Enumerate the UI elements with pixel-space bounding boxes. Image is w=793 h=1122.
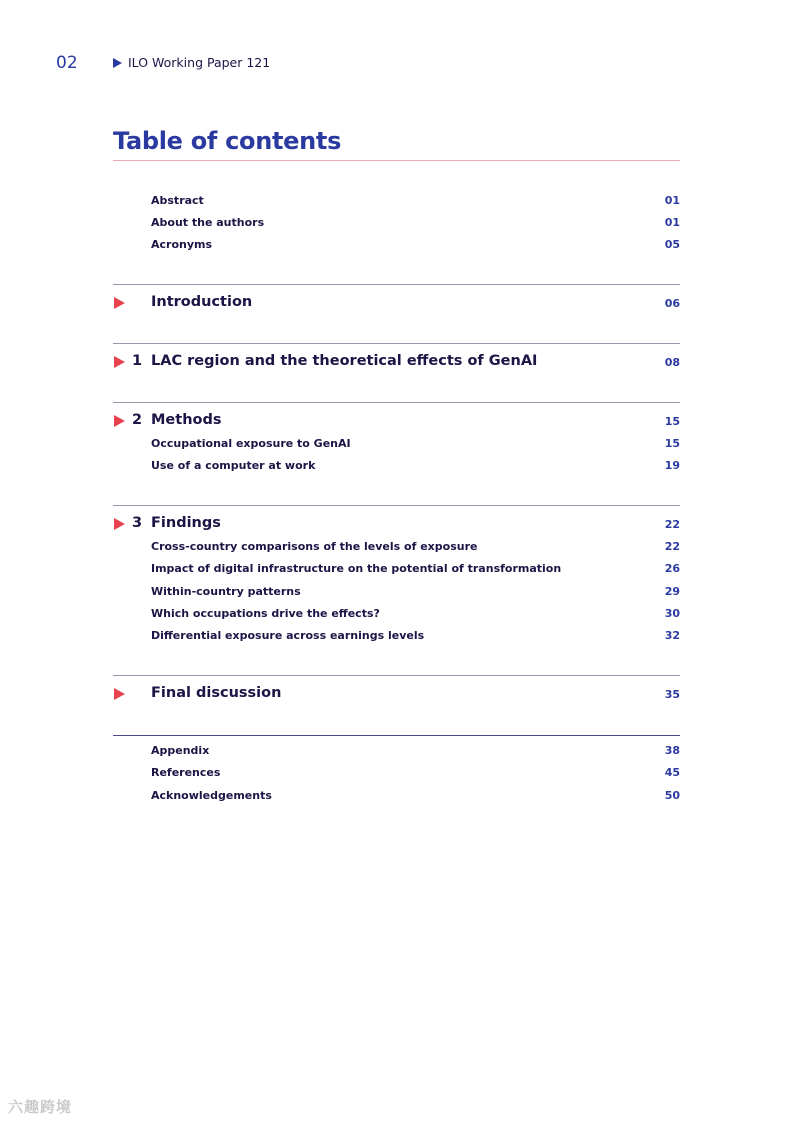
toc-entry-page: 50 bbox=[664, 789, 680, 802]
toc-title: Table of contents bbox=[113, 127, 342, 155]
toc-entry-references[interactable] bbox=[113, 766, 680, 786]
toc-entry-label: Within-country patterns bbox=[151, 585, 301, 598]
toc-entry-label: Acknowledgements bbox=[151, 789, 272, 802]
page-number: 02 bbox=[56, 53, 78, 73]
toc-entry-page: 06 bbox=[664, 297, 680, 310]
toc-entry-label: Impact of digital infrastructure on the potential of transformation bbox=[151, 562, 562, 575]
title-divider bbox=[113, 160, 680, 161]
toc-entry-page: 19 bbox=[664, 459, 680, 472]
section-divider bbox=[113, 675, 680, 676]
toc-entry-label: Methods bbox=[151, 412, 222, 428]
toc-entry-page: 01 bbox=[664, 216, 680, 229]
toc-entry-page: 38 bbox=[664, 744, 680, 757]
toc-entry-digital-infrastructure[interactable] bbox=[113, 562, 680, 582]
toc-entry-page: 15 bbox=[664, 437, 680, 450]
section-divider bbox=[113, 402, 680, 403]
toc-entry-label: LAC region and the theoretical effects of GenAI bbox=[151, 353, 538, 369]
triangle-right-icon bbox=[114, 518, 125, 530]
toc-entry-page: 32 bbox=[664, 629, 680, 642]
toc-entry-label: Occupational exposure to GenAI bbox=[151, 437, 351, 450]
document-header bbox=[113, 55, 270, 70]
section-number: 3 bbox=[132, 515, 143, 531]
triangle-right-icon bbox=[114, 415, 125, 427]
toc-entry-page: 26 bbox=[664, 562, 680, 575]
toc-entry-label: Use of a computer at work bbox=[151, 459, 316, 472]
toc-entry-final-discussion[interactable] bbox=[113, 685, 680, 708]
toc-entry-within-country[interactable] bbox=[113, 585, 680, 605]
toc-entry-computer-use[interactable] bbox=[113, 459, 680, 479]
toc-entry-page: 01 bbox=[664, 194, 680, 207]
toc-entry-page: 05 bbox=[664, 238, 680, 251]
toc-entry-label: Cross-country comparisons of the levels of exposure bbox=[151, 540, 478, 553]
toc-entry-label: About the authors bbox=[151, 216, 265, 229]
toc-entry-label: Appendix bbox=[151, 744, 210, 757]
section-divider bbox=[113, 735, 680, 736]
toc-entry-section-2[interactable] bbox=[113, 412, 680, 435]
toc-entry-label: Which occupations drive the effects? bbox=[151, 607, 380, 620]
toc-entry-page: 45 bbox=[664, 766, 680, 779]
toc-entry-page: 08 bbox=[664, 356, 680, 369]
toc-entry-label: References bbox=[151, 766, 221, 779]
toc-entry-label: Acronyms bbox=[151, 238, 213, 251]
toc-entry-occupations[interactable] bbox=[113, 607, 680, 627]
section-number: 1 bbox=[132, 353, 143, 369]
document-title: ILO Working Paper 121 bbox=[128, 55, 271, 70]
toc-entry-page: 22 bbox=[664, 540, 680, 553]
toc-entry-section-1[interactable] bbox=[113, 353, 680, 376]
toc-entry-occupational-exposure[interactable] bbox=[113, 437, 680, 457]
section-divider bbox=[113, 284, 680, 285]
triangle-right-icon bbox=[114, 356, 125, 368]
toc-entry-page: 29 bbox=[664, 585, 680, 598]
section-number: 2 bbox=[132, 412, 143, 428]
toc-entry-acknowledgements[interactable] bbox=[113, 789, 680, 809]
toc-entry-page: 22 bbox=[664, 518, 680, 531]
toc-entry-label: Differential exposure across earnings levels bbox=[151, 629, 425, 642]
toc-entry-label: Abstract bbox=[151, 194, 204, 207]
toc-entry-introduction[interactable] bbox=[113, 294, 680, 317]
toc-entry-section-3[interactable] bbox=[113, 515, 680, 538]
toc-entry-acronyms[interactable] bbox=[113, 238, 680, 258]
triangle-right-icon bbox=[114, 297, 125, 309]
toc-entry-page: 30 bbox=[664, 607, 680, 620]
triangle-right-icon bbox=[113, 58, 122, 68]
toc-entry-label: Findings bbox=[151, 515, 221, 531]
toc-entry-page: 15 bbox=[664, 415, 680, 428]
toc-entry-earnings-levels[interactable] bbox=[113, 629, 680, 649]
watermark-logo: 六趣跨境 bbox=[8, 1098, 73, 1116]
toc-entry-appendix[interactable] bbox=[113, 744, 680, 764]
toc-entry-cross-country[interactable] bbox=[113, 540, 680, 560]
section-divider bbox=[113, 343, 680, 344]
toc-entry-label: Final discussion bbox=[151, 685, 282, 701]
triangle-right-icon bbox=[114, 688, 125, 700]
toc-entry-abstract[interactable] bbox=[113, 194, 680, 214]
toc-entry-about-authors[interactable] bbox=[113, 216, 680, 236]
toc-entry-label: Introduction bbox=[151, 294, 253, 310]
toc-entry-page: 35 bbox=[664, 688, 680, 701]
section-divider bbox=[113, 505, 680, 506]
